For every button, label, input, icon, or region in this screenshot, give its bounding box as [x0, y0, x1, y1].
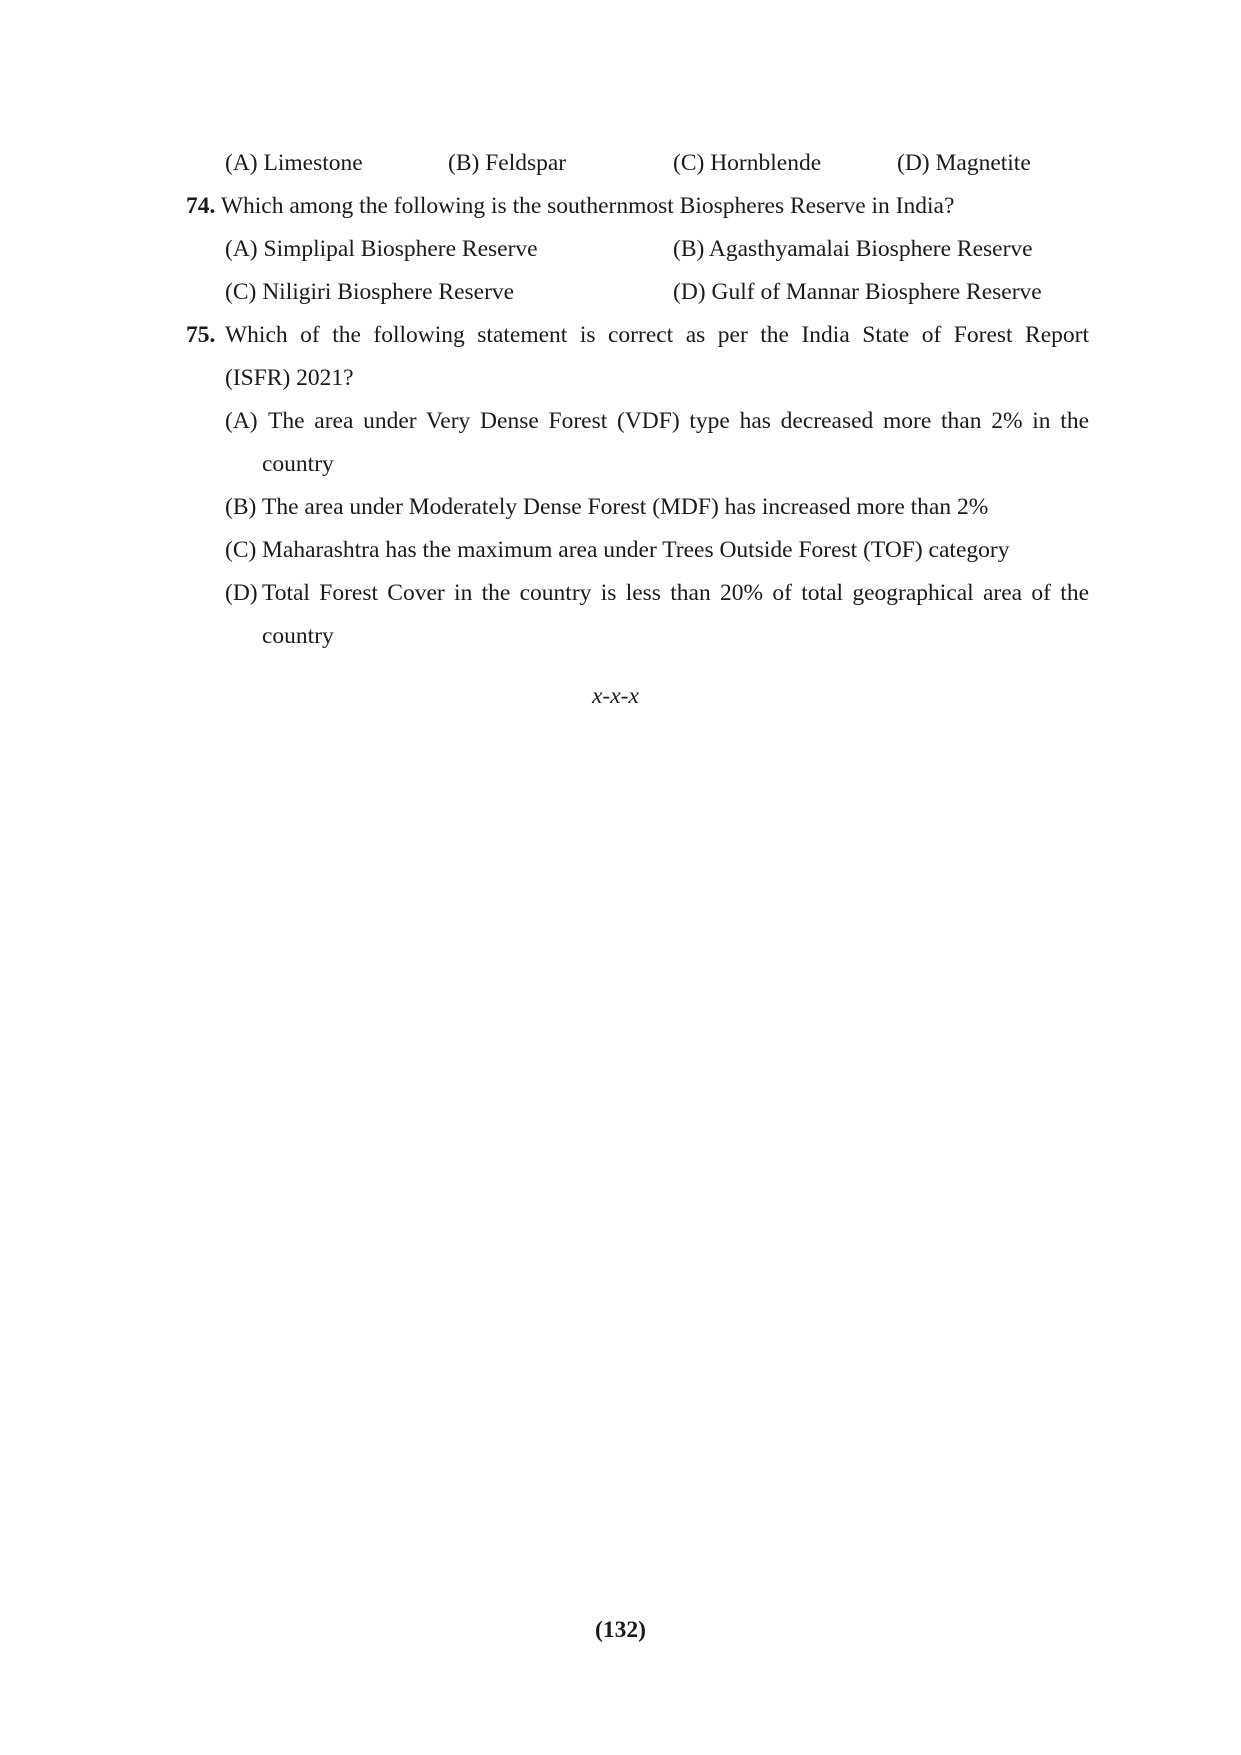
q73-option-b: (B) Feldspar [448, 150, 567, 176]
q73-option-d: (D) Magnetite [897, 150, 1031, 176]
question-75-text-line2: (ISFR) 2021? [225, 365, 354, 391]
q75-option-a-line2: country [262, 451, 334, 477]
q75-option-d-line1: Total Forest Cover in the country is less than 20% of total geographical area of the [262, 580, 1089, 606]
q73-option-a: (A) Limestone [225, 150, 363, 176]
q75-option-a-label: (A) [225, 408, 258, 434]
question-74-number: 74. [186, 193, 216, 219]
q75-option-d-label: (D) [225, 580, 258, 606]
q75-option-b-text: The area under Moderately Dense Forest (MDF) has increased more than 2% [262, 494, 989, 520]
q74-option-b: (B) Agasthyamalai Biosphere Reserve [673, 236, 1033, 262]
q75-option-a-line1: The area under Very Dense Forest (VDF) type has decreased more than 2% in the [268, 408, 1089, 434]
page-number: (132) [595, 1617, 646, 1643]
question-74 [186, 191, 954, 221]
q75-option-c-text: Maharashtra has the maximum area under Trees Outside Forest (TOF) category [262, 537, 1010, 563]
end-marker: x-x-x [592, 683, 639, 709]
q74-option-d: (D) Gulf of Mannar Biosphere Reserve [673, 279, 1042, 305]
q75-option-c-label: (C) [225, 537, 257, 563]
question-75-number: 75. [186, 322, 216, 348]
q73-option-c: (C) Hornblende [673, 150, 822, 176]
q74-option-a: (A) Simplipal Biosphere Reserve [225, 236, 538, 262]
question-74-text: Which among the following is the southernmost Biospheres Reserve in India? [220, 193, 955, 219]
q75-option-b-label: (B) [225, 494, 257, 520]
question-75-text-line1: Which of the following statement is correct as per the India State of Forest Report [225, 322, 1089, 348]
q75-option-d-line2: country [262, 623, 334, 649]
q74-option-c: (C) Niligiri Biosphere Reserve [225, 279, 515, 305]
